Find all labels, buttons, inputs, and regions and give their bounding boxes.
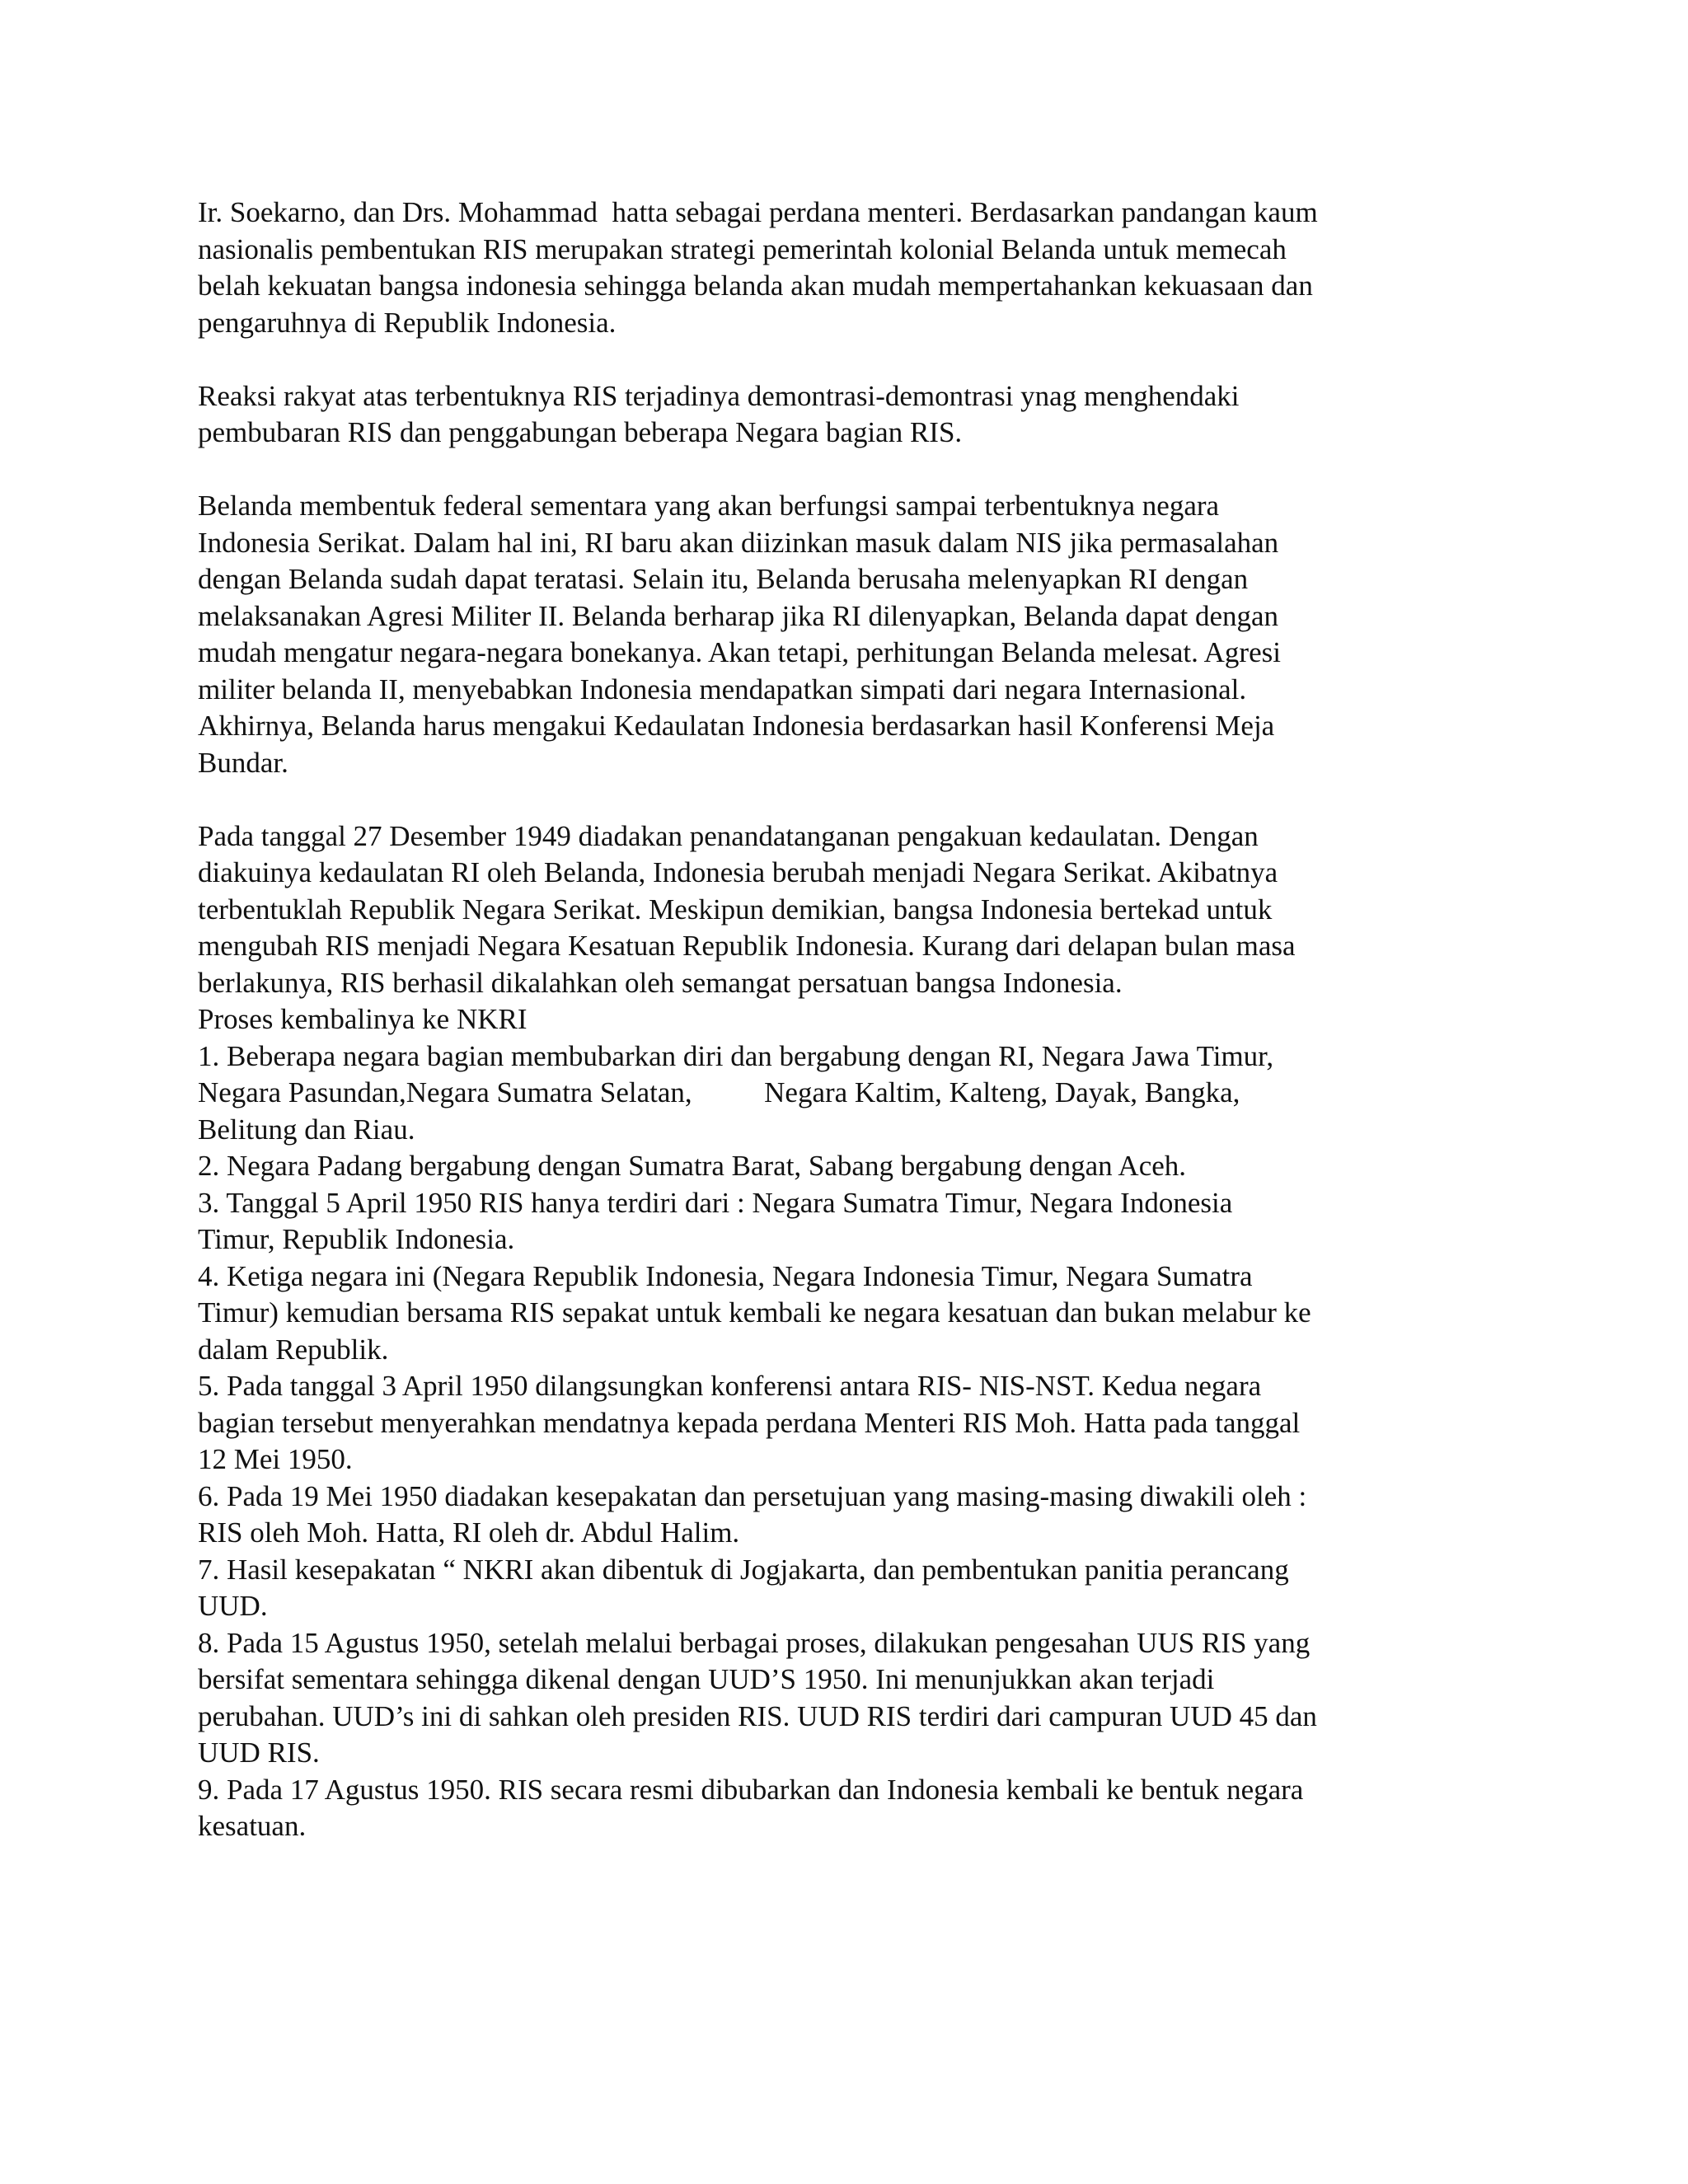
paragraph-spacer: [198, 452, 1500, 489]
text-line: Pada tanggal 27 Desember 1949 diadakan penandatanganan pengakuan kedaulatan. Dengan: [198, 819, 1259, 852]
list-item-line: RIS oleh Moh. Hatta, RI oleh dr. Abdul Halim.: [198, 1516, 740, 1549]
list-item-line: 5. Pada tanggal 3 April 1950 dilangsungkan konferensi antara RIS- NIS-NST. Kedua negara: [198, 1370, 1262, 1402]
list-item-line: UUD RIS.: [198, 1736, 320, 1769]
list-item-line: 3. Tanggal 5 April 1950 RIS hanya terdiri dari : Negara Sumatra Timur, Negara Indonesia: [198, 1186, 1233, 1219]
text-line: berlakunya, RIS berhasil dikalahkan oleh semangat persatuan bangsa Indonesia.: [198, 966, 1123, 999]
text-line: Akhirnya, Belanda harus mengakui Kedaulatan Indonesia berdasarkan hasil Konferensi Meja: [198, 710, 1275, 742]
section-heading: Proses kembalinya ke NKRI: [198, 1003, 528, 1035]
list-item-line: 9. Pada 17 Agustus 1950. RIS secara resmi dibubarkan dan Indonesia kembali ke bentuk negara: [198, 1773, 1304, 1806]
list-item-line: 1. Beberapa negara bagian membubarkan diri dan bergabung dengan RI, Negara Jawa Timur,: [198, 1039, 1274, 1072]
text-line: Indonesia Serikat. Dalam hal ini, RI baru akan diizinkan masuk dalam NIS jika permasalahan: [198, 526, 1279, 559]
list-item-line: Negara Pasundan,Negara Sumatra Selatan, Negara Kaltim, Kalteng, Dayak, Bangka,: [198, 1076, 1240, 1108]
list-item-line: 7. Hasil kesepakatan “ NKRI akan dibentuk di Jogjakarta, dan pembentukan panitia perancang: [198, 1553, 1289, 1586]
list-item-line: Timur, Republik Indonesia.: [198, 1223, 515, 1255]
paragraph-1: [198, 194, 1500, 341]
text-line: militer belanda II, menyebabkan Indonesia mendapatkan simpati dari negara Internasional.: [198, 673, 1247, 705]
list-item-line: Timur) kemudian bersama RIS sepakat untuk kembali ke negara kesatuan dan bukan melabur ke: [198, 1296, 1311, 1329]
text-line: Bundar.: [198, 746, 288, 779]
list-item-line: bersifat sementara sehingga dikenal dengan UUD’S 1950. Ini menunjukkan akan terjadi: [198, 1663, 1215, 1695]
list-item-line: dalam Republik.: [198, 1333, 389, 1366]
list-item-line: bagian tersebut menyerahkan mendatnya kepada perdana Menteri RIS Moh. Hatta pada tanggal: [198, 1406, 1301, 1439]
text-line: Reaksi rakyat atas terbentuknya RIS terjadinya demontrasi-demontrasi ynag menghendaki: [198, 379, 1240, 412]
text-line: belah kekuatan bangsa indonesia sehingga belanda akan mudah mempertahankan kekuasaan dan: [198, 269, 1313, 302]
paragraph-4: [198, 818, 1500, 1845]
paragraph-spacer: [198, 781, 1500, 818]
text-line: mengubah RIS menjadi Negara Kesatuan Republik Indonesia. Kurang dari delapan bulan masa: [198, 930, 1296, 962]
list-item-line: 12 Mei 1950.: [198, 1443, 353, 1475]
text-line: terbentuklah Republik Negara Serikat. Meskipun demikian, bangsa Indonesia bertekad untuk: [198, 893, 1273, 926]
text-line: pembubaran RIS dan penggabungan beberapa Negara bagian RIS.: [198, 416, 963, 448]
text-line: Ir. Soekarno, dan Drs. Mohammad hatta sebagai perdana menteri. Berdasarkan pandangan kaum: [198, 196, 1318, 228]
text-line: nasionalis pembentukan RIS merupakan strategi pemerintah kolonial Belanda untuk memecah: [198, 232, 1287, 265]
list-item-line: 6. Pada 19 Mei 1950 diadakan kesepakatan dan persetujuan yang masing-masing diwakili oleh :: [198, 1479, 1307, 1512]
text-line: pengaruhnya di Republik Indonesia.: [198, 306, 617, 339]
list-item-line: Belitung dan Riau.: [198, 1113, 415, 1146]
list-item-line: 4. Ketiga negara ini (Negara Republik Indonesia, Negara Indonesia Timur, Negara Sumatra: [198, 1259, 1253, 1292]
document-body: [198, 194, 1500, 1845]
text-line: melaksanakan Agresi Militer II. Belanda berharap jika RI dilenyapkan, Belanda dapat dengan: [198, 599, 1279, 632]
text-line: diakuinya kedaulatan RI oleh Belanda, Indonesia berubah menjadi Negara Serikat. Akibatnya: [198, 856, 1278, 888]
list-item-line: 8. Pada 15 Agustus 1950, setelah melalui berbagai proses, dilakukan pengesahan UUS RIS yang: [198, 1626, 1311, 1659]
text-line: Belanda membentuk federal sementara yang akan berfungsi sampai terbentuknya negara: [198, 490, 1220, 522]
text-line: mudah mengatur negara-negara bonekanya. Akan tetapi, perhitungan Belanda melesat. Agresi: [198, 636, 1281, 668]
paragraph-3: [198, 488, 1500, 781]
list-item-line: perubahan. UUD’s ini di sahkan oleh presiden RIS. UUD RIS terdiri dari campuran UUD 45 dan: [198, 1699, 1317, 1732]
text-line: dengan Belanda sudah dapat teratasi. Selain itu, Belanda berusaha melenyapkan RI dengan: [198, 563, 1249, 595]
list-item-line: kesatuan.: [198, 1810, 307, 1842]
list-item-line: UUD.: [198, 1590, 268, 1622]
paragraph-2: [198, 378, 1500, 452]
list-item-line: 2. Negara Padang bergabung dengan Sumatra Barat, Sabang bergabung dengan Aceh.: [198, 1150, 1187, 1182]
paragraph-spacer: [198, 341, 1500, 378]
